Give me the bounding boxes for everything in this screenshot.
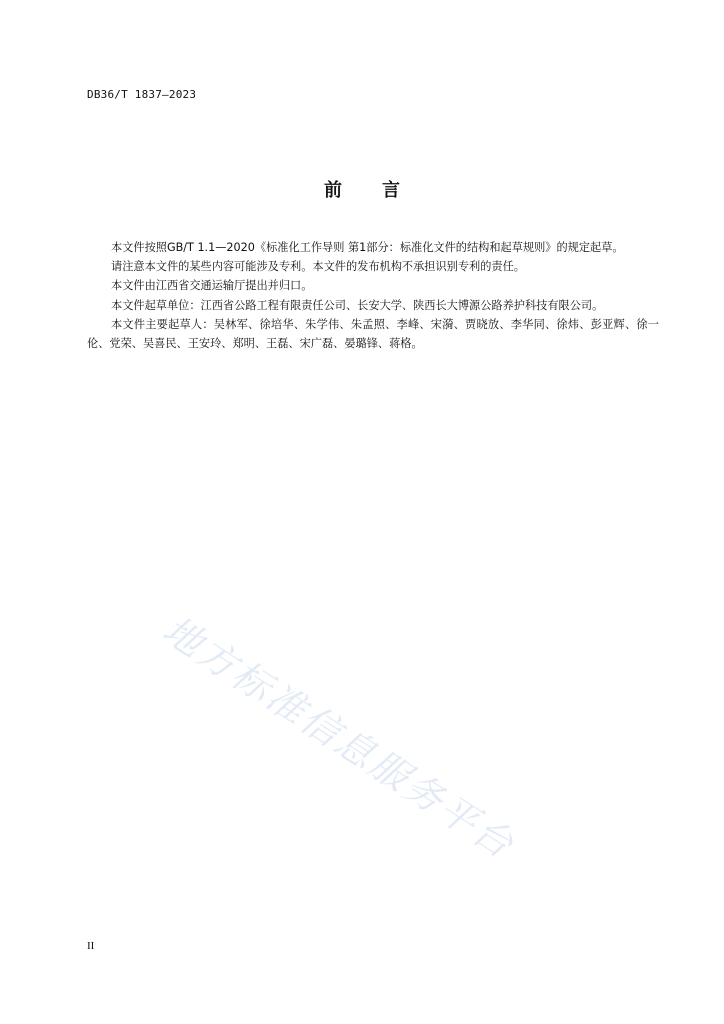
title-char-1: 前 bbox=[324, 180, 342, 201]
paragraph-drafters: 本文件主要起草人：吴林军、徐培华、朱学伟、朱孟照、李峰、宋漪、贾晓放、李华同、徐炜、彭亚辉、徐一伦、党荣、吴喜民、王安玲、郑明、王磊、宋广磊、晏璐锋、蒋格。 bbox=[87, 317, 659, 351]
page-number: II bbox=[87, 940, 95, 952]
title-char-2: 言 bbox=[382, 180, 400, 201]
paragraph-drafting-units: 本文件起草单位：江西省公路工程有限责任公司、长安大学、陕西长大博源公路养护科技有限公司。 bbox=[111, 298, 604, 312]
document-code: DB36/T 1837—2023 bbox=[87, 88, 197, 101]
paragraph-patent-notice: 请注意本文件的某些内容可能涉及专利。本文件的发布机构不承担识别专利的责任。 bbox=[111, 260, 525, 274]
paragraph-drafting-rules: 本文件按照GB/T 1.1—2020《标准化工作导则 第1部分：标准化文件的结构和起草规则》的规定起草。 bbox=[111, 241, 624, 254]
paragraph-proposer: 本文件由江西省交通运输厅提出并归口。 bbox=[111, 279, 313, 293]
page-title bbox=[0, 176, 724, 202]
watermark: 地方标准信息服务平台 bbox=[155, 607, 523, 868]
preface-body bbox=[87, 238, 659, 353]
